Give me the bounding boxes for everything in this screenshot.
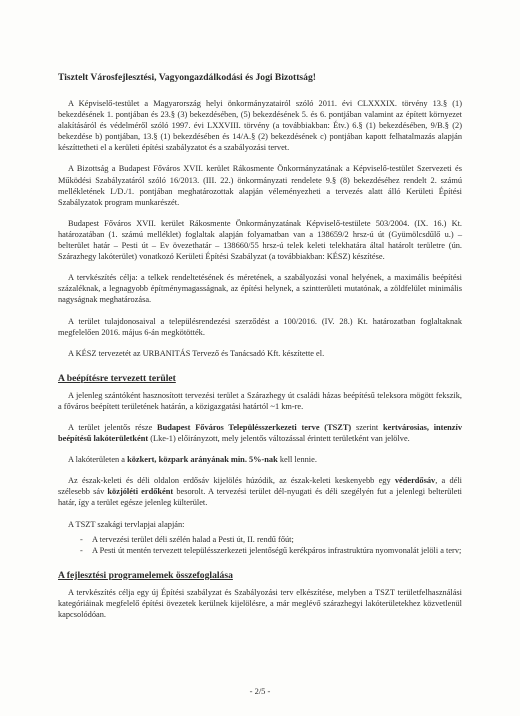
list-item [80,545,462,556]
salutation: Tisztelt Városfejlesztési, Vagyongazdálkodási és Jogi Bizottság! [58,72,316,83]
bold-run: kertvárosias, intenzív beépítésű lakóterületként [58,422,462,444]
list-item-text: A tervezési terület déli szélén halad a Pesti út, II. rendű főút; [92,534,294,544]
paragraph-forest [58,475,462,508]
paragraph-tszt-sheets: A TSZT szakági tervlapjai alapján: [68,519,185,529]
text-run: , a déli szélesebb sáv [58,476,462,497]
paragraph-area-location: A jelenleg szántóként hasznosított tervezési terület a Szárazhegy út családi házas beépítésű teleksora mögött fekszik, a főváros beépített területének határán, a közigazgatási határtól ~1 km-re. [58,390,462,411]
text-run: Az észak-keleti és déli oldalon erdősáv kijelölés húzódik, az észak-keleti keskenyebb egy [68,476,395,486]
paragraph-tszt [58,422,462,444]
text-run: (Lke-1) előirányzott, mely jelentős változással érintett területként van jelölve. [148,434,410,444]
list-item-text: A Pesti út mentén tervezett településszerkezeti jelentőségű kerékpáros infrastruktúra nyomvonalát jelöli a terv; [92,545,462,555]
paragraph-designer: A KÉSZ tervezetét az URBANITÁS Tervező és Tanácsadó Kft. készítette el. [68,348,325,358]
bold-run: véderdősáv [394,476,436,486]
paragraph-contract: A terület tulajdonosaival a településrendezési szerződést a 100/2016. (IV. 28.) Kt. határozatban foglaltaknak megfelelően 2016. május 6-án megkötötték. [58,316,462,337]
paragraph-legal-basis: A Képviselő-testület a Magyarország helyi önkormányzatairól szóló 2011. évi CLXXXIX. törvény 13.§ (1) bekezdésének 1. pontjában és 23.§ (3) bekezdésében, (5) bekezdésének 5. és 6. pontjában valamint az épített környezet alakításáról és védelméről szóló 1997. évi LXXVIII. törvény (a továbbiakban: Étv.) 6.§ (1) bekezdésében, 9/B.§ (2) bekezdése b) pontjában, 13.§ (1) bekezdésében és 14/A.§ (2) bekezdésének c) pontjában kapott felhatalmazás alapján készíttetheti el a kerületi építési szabályzatot és a szabályozási tervet. [58,99,462,153]
bold-run: Budapest Főváros Településszerkezeti terve (TSZT) [157,422,352,432]
text-run: szerint [351,422,383,432]
text-run: besorolt. A tervezési terület dél-nyugati és déli szegélyén fut a jelenlegi belterületi határ, így a terület egésze jelenleg külterület. [58,487,462,508]
paragraph-park-ratio [58,454,462,465]
section-title-planned-area: A beépítésre tervezett terület [58,372,176,384]
text-run: A terület jelentős része [68,422,158,432]
dash-bullet: - [80,534,83,544]
section-title-program: A fejlesztési programelemek összefoglalása [58,569,233,581]
paragraph-program-goal: A tervkészítés célja egy új Építési szabályzat és Szabályozási terv elkészítése, melyben a TSZT területfelhasználási kategóriáinak megfelelő építési övezetek kerülnek kijelölésre, a már meglévő szárazhegyi lakóterületekhez közvetlenül kapcsolódóan. [58,587,462,619]
tszt-list [58,534,462,556]
text-run: A lakóterületen a [68,455,128,465]
text-run: kell lennie. [277,455,317,465]
paragraph-plan-goal: A tervkészítés célja: a telkek rendeltetésének és méretének, a szabályozási vonal helyének, a maximális beépítési százaléknak, a legnagyobb építménymagasságnak, az építési helynek, a szintterületi mutatónak, a zöldfelület minimális nagyságnak meghatározása. [58,273,462,305]
paragraph-resolution: Budapest Főváros XVII. kerület Rákosmente Önkormányzatának Képviselő-testülete 503/2004. (IX. 16.) Kt. határozatában (1. számú melléklet) foglaltak alapján folyamatban van a 138659/2 hrsz-ú út (Gyümölcsdűlő u.) – belterület határ – Pesti út – Ev övezethatár – 138660/55 hrsz-ú telek keleti telekhatára által határolt területre (ún. Szárazhegy lakóterület) vonatkozó Kerületi Építési Szabályzat (a továbbiakban: KÉSZ) készítése. [58,218,462,262]
bold-run: közjóléti erdőként [107,487,174,497]
list-item [80,534,462,545]
page-number: - 2/5 - [249,686,271,696]
dash-bullet: - [80,545,83,555]
paragraph-committee: A Bizottság a Budapest Főváros XVII. kerület Rákosmente Önkormányzatának a Képviselő-testület Szervezeti és Működési Szabályzatáról szóló 16/2013. (III. 22.) önkormányzati rendelete 9.§ (8) bekezdéséhez rendelt 2. számú mellékletének I./D./1. pontjában meghatározottak alapján véleményezheti a tervezés alatt álló Kerületi Építési Szabályzatok program munkarészét. [58,164,462,207]
bold-run: közkert, közpark arányának min. 5%-nak [127,455,278,465]
